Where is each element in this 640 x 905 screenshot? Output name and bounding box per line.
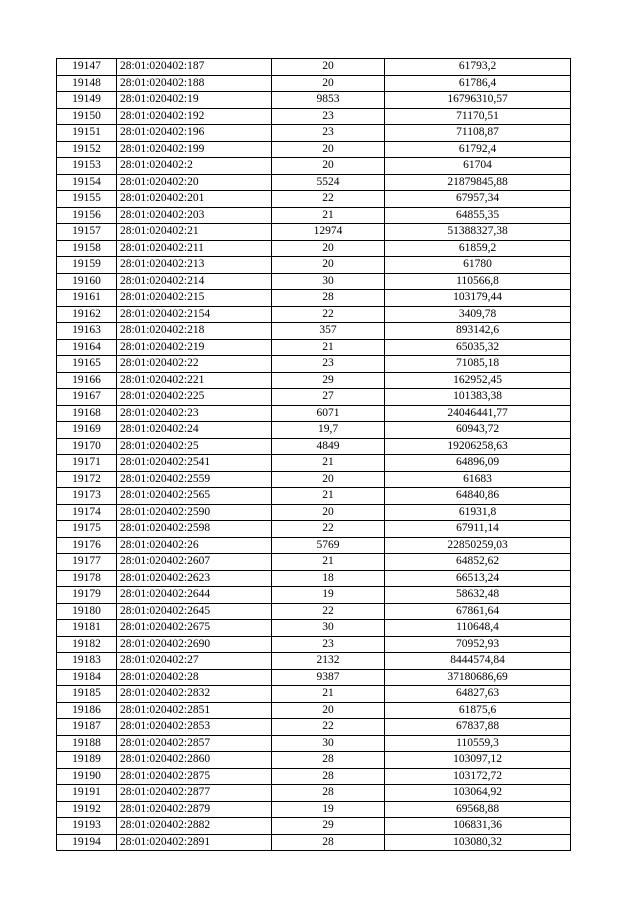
- cadastral-value-cell: 64840,86: [385, 488, 571, 505]
- row-number-cell: 19166: [57, 372, 117, 389]
- table-row: [57, 554, 571, 571]
- table-row: [57, 75, 571, 92]
- cadastral-number-cell: 28:01:020402:23: [117, 405, 272, 422]
- table-row: [57, 158, 571, 175]
- area-cell: 5524: [272, 174, 385, 191]
- area-cell: 21: [272, 554, 385, 571]
- cadastral-table: [56, 58, 571, 851]
- area-cell: 20: [272, 702, 385, 719]
- cadastral-value-cell: 61793,2: [385, 59, 571, 76]
- cadastral-value-cell: 61704: [385, 158, 571, 175]
- table-row: [57, 59, 571, 76]
- row-number-cell: 19172: [57, 471, 117, 488]
- cadastral-number-cell: 28:01:020402:187: [117, 59, 272, 76]
- table-row: [57, 521, 571, 538]
- table-row: [57, 768, 571, 785]
- table-row: [57, 702, 571, 719]
- table-row: [57, 108, 571, 125]
- cadastral-value-cell: 61859,2: [385, 240, 571, 257]
- cadastral-number-cell: 28:01:020402:199: [117, 141, 272, 158]
- area-cell: 28: [272, 834, 385, 851]
- area-cell: 21: [272, 339, 385, 356]
- cadastral-value-cell: 60943,72: [385, 422, 571, 439]
- cadastral-value-cell: 893142,6: [385, 323, 571, 340]
- table-row: [57, 735, 571, 752]
- area-cell: 20: [272, 75, 385, 92]
- table-body: [57, 59, 571, 851]
- row-number-cell: 19187: [57, 719, 117, 736]
- cadastral-number-cell: 28:01:020402:21: [117, 224, 272, 241]
- cadastral-number-cell: 28:01:020402:219: [117, 339, 272, 356]
- cadastral-number-cell: 28:01:020402:2644: [117, 587, 272, 604]
- cadastral-value-cell: 103097,12: [385, 752, 571, 769]
- cadastral-value-cell: 24046441,77: [385, 405, 571, 422]
- table-row: [57, 752, 571, 769]
- cadastral-number-cell: 28:01:020402:2875: [117, 768, 272, 785]
- table-row: [57, 785, 571, 802]
- cadastral-number-cell: 28:01:020402:211: [117, 240, 272, 257]
- area-cell: 23: [272, 636, 385, 653]
- row-number-cell: 19192: [57, 801, 117, 818]
- cadastral-number-cell: 28:01:020402:25: [117, 438, 272, 455]
- cadastral-value-cell: 71170,51: [385, 108, 571, 125]
- cadastral-number-cell: 28:01:020402:20: [117, 174, 272, 191]
- area-cell: 28: [272, 752, 385, 769]
- row-number-cell: 19179: [57, 587, 117, 604]
- cadastral-number-cell: 28:01:020402:188: [117, 75, 272, 92]
- cadastral-value-cell: 64855,35: [385, 207, 571, 224]
- cadastral-value-cell: 64827,63: [385, 686, 571, 703]
- cadastral-value-cell: 103064,92: [385, 785, 571, 802]
- row-number-cell: 19173: [57, 488, 117, 505]
- cadastral-value-cell: 67911,14: [385, 521, 571, 538]
- table-row: [57, 719, 571, 736]
- cadastral-value-cell: 61931,8: [385, 504, 571, 521]
- cadastral-value-cell: 37180686,69: [385, 669, 571, 686]
- area-cell: 2132: [272, 653, 385, 670]
- table-row: [57, 438, 571, 455]
- row-number-cell: 19177: [57, 554, 117, 571]
- area-cell: 29: [272, 818, 385, 835]
- cadastral-value-cell: 16796310,57: [385, 92, 571, 109]
- cadastral-value-cell: 22850259,03: [385, 537, 571, 554]
- row-number-cell: 19167: [57, 389, 117, 406]
- area-cell: 18: [272, 570, 385, 587]
- area-cell: 20: [272, 257, 385, 274]
- area-cell: 20: [272, 240, 385, 257]
- table-row: [57, 818, 571, 835]
- row-number-cell: 19162: [57, 306, 117, 323]
- cadastral-number-cell: 28:01:020402:196: [117, 125, 272, 142]
- cadastral-number-cell: 28:01:020402:2541: [117, 455, 272, 472]
- table-row: [57, 240, 571, 257]
- row-number-cell: 19157: [57, 224, 117, 241]
- area-cell: 23: [272, 356, 385, 373]
- row-number-cell: 19164: [57, 339, 117, 356]
- row-number-cell: 19182: [57, 636, 117, 653]
- row-number-cell: 19169: [57, 422, 117, 439]
- table-row: [57, 174, 571, 191]
- cadastral-value-cell: 64896,09: [385, 455, 571, 472]
- cadastral-number-cell: 28:01:020402:225: [117, 389, 272, 406]
- cadastral-value-cell: 110566,8: [385, 273, 571, 290]
- area-cell: 9387: [272, 669, 385, 686]
- cadastral-number-cell: 28:01:020402:214: [117, 273, 272, 290]
- cadastral-value-cell: 64852,62: [385, 554, 571, 571]
- cadastral-number-cell: 28:01:020402:2877: [117, 785, 272, 802]
- cadastral-number-cell: 28:01:020402:19: [117, 92, 272, 109]
- cadastral-number-cell: 28:01:020402:2690: [117, 636, 272, 653]
- area-cell: 19: [272, 801, 385, 818]
- row-number-cell: 19190: [57, 768, 117, 785]
- area-cell: 6071: [272, 405, 385, 422]
- cadastral-number-cell: 28:01:020402:24: [117, 422, 272, 439]
- cadastral-number-cell: 28:01:020402:2565: [117, 488, 272, 505]
- cadastral-number-cell: 28:01:020402:203: [117, 207, 272, 224]
- cadastral-number-cell: 28:01:020402:218: [117, 323, 272, 340]
- cadastral-value-cell: 51388327,38: [385, 224, 571, 241]
- cadastral-number-cell: 28:01:020402:2607: [117, 554, 272, 571]
- table-row: [57, 488, 571, 505]
- cadastral-number-cell: 28:01:020402:2645: [117, 603, 272, 620]
- table-row: [57, 372, 571, 389]
- area-cell: 22: [272, 719, 385, 736]
- cadastral-number-cell: 28:01:020402:2851: [117, 702, 272, 719]
- cadastral-value-cell: 110559,3: [385, 735, 571, 752]
- area-cell: 22: [272, 521, 385, 538]
- cadastral-value-cell: 61792,4: [385, 141, 571, 158]
- row-number-cell: 19155: [57, 191, 117, 208]
- area-cell: 23: [272, 125, 385, 142]
- table-row: [57, 504, 571, 521]
- area-cell: 20: [272, 471, 385, 488]
- row-number-cell: 19188: [57, 735, 117, 752]
- cadastral-number-cell: 28:01:020402:2598: [117, 521, 272, 538]
- row-number-cell: 19176: [57, 537, 117, 554]
- cadastral-value-cell: 58632,48: [385, 587, 571, 604]
- row-number-cell: 19147: [57, 59, 117, 76]
- area-cell: 20: [272, 504, 385, 521]
- row-number-cell: 19158: [57, 240, 117, 257]
- cadastral-number-cell: 28:01:020402:2154: [117, 306, 272, 323]
- cadastral-number-cell: 28:01:020402:221: [117, 372, 272, 389]
- table-row: [57, 636, 571, 653]
- cadastral-number-cell: 28:01:020402:201: [117, 191, 272, 208]
- row-number-cell: 19153: [57, 158, 117, 175]
- cadastral-number-cell: 28:01:020402:2857: [117, 735, 272, 752]
- area-cell: 27: [272, 389, 385, 406]
- table-row: [57, 471, 571, 488]
- cadastral-value-cell: 103179,44: [385, 290, 571, 307]
- table-row: [57, 669, 571, 686]
- cadastral-value-cell: 67957,34: [385, 191, 571, 208]
- table-row: [57, 224, 571, 241]
- area-cell: 22: [272, 603, 385, 620]
- area-cell: 22: [272, 306, 385, 323]
- cadastral-value-cell: 61683: [385, 471, 571, 488]
- table-row: [57, 92, 571, 109]
- cadastral-value-cell: 103080,32: [385, 834, 571, 851]
- row-number-cell: 19183: [57, 653, 117, 670]
- row-number-cell: 19185: [57, 686, 117, 703]
- cadastral-value-cell: 61786,4: [385, 75, 571, 92]
- area-cell: 20: [272, 158, 385, 175]
- table-row: [57, 686, 571, 703]
- cadastral-value-cell: 70952,93: [385, 636, 571, 653]
- area-cell: 30: [272, 620, 385, 637]
- cadastral-value-cell: 66513,24: [385, 570, 571, 587]
- cadastral-number-cell: 28:01:020402:192: [117, 108, 272, 125]
- area-cell: 20: [272, 141, 385, 158]
- area-cell: 22: [272, 191, 385, 208]
- table-row: [57, 191, 571, 208]
- cadastral-value-cell: 67837,88: [385, 719, 571, 736]
- cadastral-value-cell: 103172,72: [385, 768, 571, 785]
- cadastral-number-cell: 28:01:020402:2623: [117, 570, 272, 587]
- cadastral-number-cell: 28:01:020402:215: [117, 290, 272, 307]
- area-cell: 21: [272, 455, 385, 472]
- table-row: [57, 323, 571, 340]
- area-cell: 30: [272, 273, 385, 290]
- cadastral-value-cell: 19206258,63: [385, 438, 571, 455]
- row-number-cell: 19156: [57, 207, 117, 224]
- cadastral-number-cell: 28:01:020402:26: [117, 537, 272, 554]
- row-number-cell: 19151: [57, 125, 117, 142]
- row-number-cell: 19150: [57, 108, 117, 125]
- cadastral-value-cell: 71108,87: [385, 125, 571, 142]
- cadastral-value-cell: 3409,78: [385, 306, 571, 323]
- row-number-cell: 19159: [57, 257, 117, 274]
- area-cell: 23: [272, 108, 385, 125]
- area-cell: 28: [272, 290, 385, 307]
- area-cell: 357: [272, 323, 385, 340]
- cadastral-value-cell: 101383,38: [385, 389, 571, 406]
- cadastral-value-cell: 61875,6: [385, 702, 571, 719]
- table-row: [57, 125, 571, 142]
- cadastral-number-cell: 28:01:020402:2860: [117, 752, 272, 769]
- cadastral-number-cell: 28:01:020402:2675: [117, 620, 272, 637]
- cadastral-number-cell: 28:01:020402:2590: [117, 504, 272, 521]
- table-row: [57, 587, 571, 604]
- table-row: [57, 801, 571, 818]
- cadastral-value-cell: 71085,18: [385, 356, 571, 373]
- cadastral-number-cell: 28:01:020402:2853: [117, 719, 272, 736]
- area-cell: 21: [272, 207, 385, 224]
- table-row: [57, 455, 571, 472]
- table-row: [57, 620, 571, 637]
- area-cell: 21: [272, 488, 385, 505]
- row-number-cell: 19184: [57, 669, 117, 686]
- row-number-cell: 19161: [57, 290, 117, 307]
- row-number-cell: 19170: [57, 438, 117, 455]
- cadastral-number-cell: 28:01:020402:213: [117, 257, 272, 274]
- table-row: [57, 389, 571, 406]
- table-row: [57, 603, 571, 620]
- row-number-cell: 19191: [57, 785, 117, 802]
- cadastral-number-cell: 28:01:020402:2879: [117, 801, 272, 818]
- area-cell: 4849: [272, 438, 385, 455]
- area-cell: 29: [272, 372, 385, 389]
- row-number-cell: 19149: [57, 92, 117, 109]
- cadastral-value-cell: 106831,36: [385, 818, 571, 835]
- cadastral-value-cell: 8444574,84: [385, 653, 571, 670]
- cadastral-number-cell: 28:01:020402:22: [117, 356, 272, 373]
- row-number-cell: 19168: [57, 405, 117, 422]
- table-row: [57, 405, 571, 422]
- cadastral-number-cell: 28:01:020402:2: [117, 158, 272, 175]
- cadastral-value-cell: 21879845,88: [385, 174, 571, 191]
- area-cell: 28: [272, 768, 385, 785]
- row-number-cell: 19193: [57, 818, 117, 835]
- row-number-cell: 19178: [57, 570, 117, 587]
- row-number-cell: 19154: [57, 174, 117, 191]
- table-row: [57, 290, 571, 307]
- table-row: [57, 834, 571, 851]
- row-number-cell: 19163: [57, 323, 117, 340]
- cadastral-number-cell: 28:01:020402:2891: [117, 834, 272, 851]
- area-cell: 28: [272, 785, 385, 802]
- area-cell: 9853: [272, 92, 385, 109]
- area-cell: 19: [272, 587, 385, 604]
- cadastral-value-cell: 67861,64: [385, 603, 571, 620]
- table-row: [57, 141, 571, 158]
- row-number-cell: 19174: [57, 504, 117, 521]
- table-row: [57, 422, 571, 439]
- row-number-cell: 19189: [57, 752, 117, 769]
- table-row: [57, 306, 571, 323]
- table-row: [57, 356, 571, 373]
- table-row: [57, 207, 571, 224]
- area-cell: 30: [272, 735, 385, 752]
- cadastral-value-cell: 61780: [385, 257, 571, 274]
- cadastral-number-cell: 28:01:020402:2559: [117, 471, 272, 488]
- area-cell: 19,7: [272, 422, 385, 439]
- table-row: [57, 570, 571, 587]
- row-number-cell: 19180: [57, 603, 117, 620]
- cadastral-value-cell: 110648,4: [385, 620, 571, 637]
- row-number-cell: 19186: [57, 702, 117, 719]
- table-row: [57, 653, 571, 670]
- area-cell: 5769: [272, 537, 385, 554]
- area-cell: 12974: [272, 224, 385, 241]
- row-number-cell: 19194: [57, 834, 117, 851]
- row-number-cell: 19160: [57, 273, 117, 290]
- area-cell: 20: [272, 59, 385, 76]
- cadastral-value-cell: 65035,32: [385, 339, 571, 356]
- cadastral-number-cell: 28:01:020402:27: [117, 653, 272, 670]
- row-number-cell: 19152: [57, 141, 117, 158]
- cadastral-value-cell: 69568,88: [385, 801, 571, 818]
- row-number-cell: 19165: [57, 356, 117, 373]
- row-number-cell: 19175: [57, 521, 117, 538]
- row-number-cell: 19148: [57, 75, 117, 92]
- row-number-cell: 19171: [57, 455, 117, 472]
- cadastral-number-cell: 28:01:020402:2832: [117, 686, 272, 703]
- table-row: [57, 273, 571, 290]
- cadastral-value-cell: 162952,45: [385, 372, 571, 389]
- table-row: [57, 339, 571, 356]
- cadastral-number-cell: 28:01:020402:28: [117, 669, 272, 686]
- table-row: [57, 537, 571, 554]
- cadastral-number-cell: 28:01:020402:2882: [117, 818, 272, 835]
- table-row: [57, 257, 571, 274]
- area-cell: 21: [272, 686, 385, 703]
- row-number-cell: 19181: [57, 620, 117, 637]
